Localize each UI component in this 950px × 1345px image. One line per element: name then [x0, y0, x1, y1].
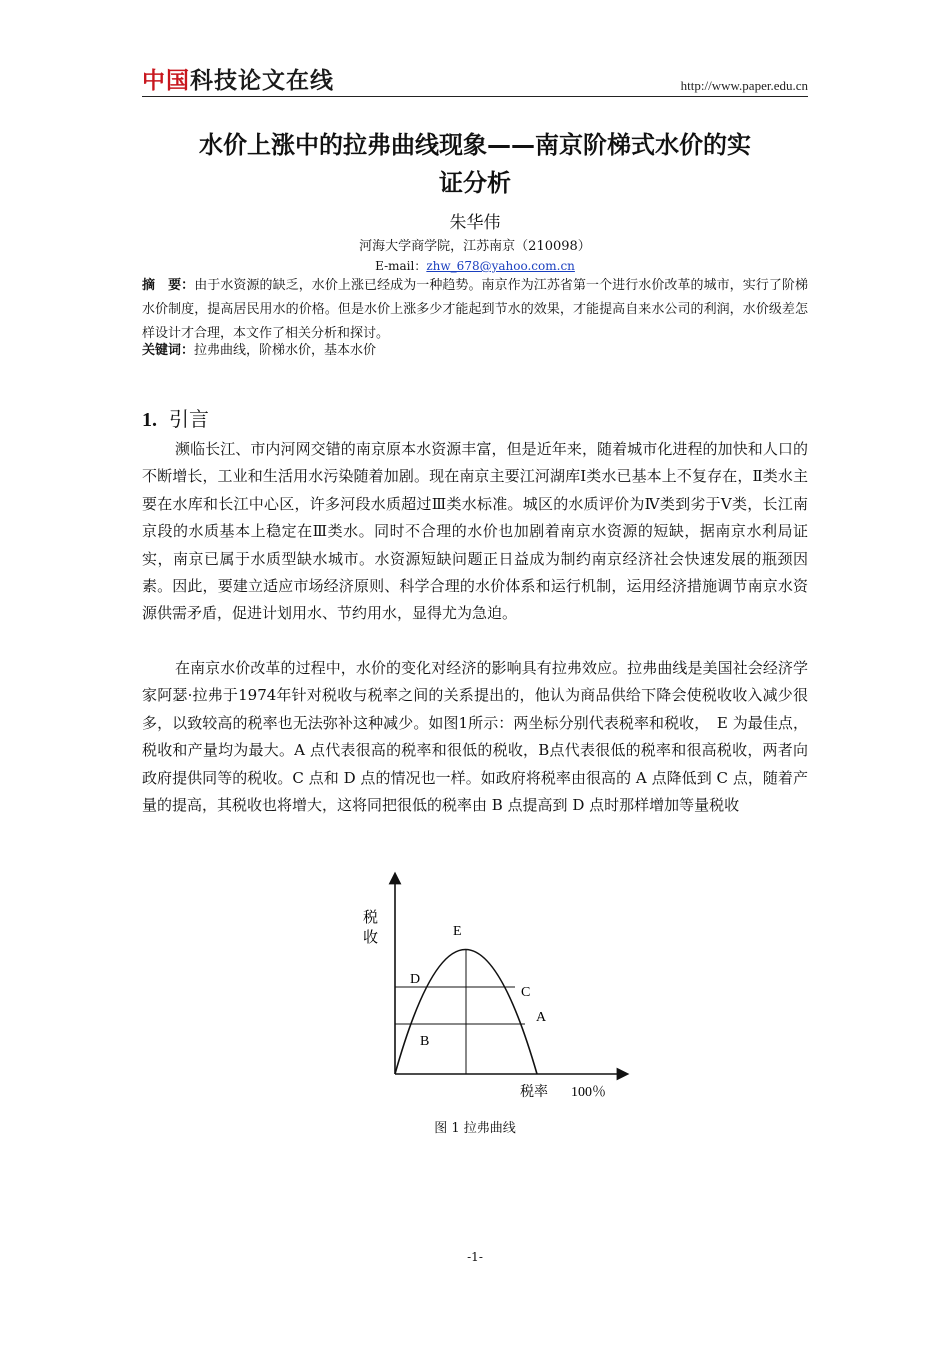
keywords-label: 关键词：: [142, 343, 195, 358]
laffer-curve-figure: [355, 866, 635, 1106]
email-link[interactable]: zhw_678@yahoo.com.cn: [426, 259, 575, 273]
abstract-label: 摘 要：: [142, 278, 195, 293]
point-label-E: E: [453, 924, 462, 939]
author-email: [142, 257, 808, 274]
y-axis-label-2: 收: [363, 928, 379, 946]
point-label-C: C: [521, 985, 531, 1000]
keywords-text: 拉弗曲线，阶梯水价，基本水价: [194, 343, 377, 358]
keywords: [142, 341, 808, 361]
author-affiliation: 河海大学商学院，江苏南京（210098）: [359, 239, 591, 254]
paper-title: [142, 126, 808, 202]
author-name: 朱华伟: [449, 213, 501, 233]
email-label: E-mail：: [375, 259, 427, 273]
logo-text-dark: 科技论文在线: [190, 68, 334, 94]
logo-text-red: 中国: [142, 68, 190, 94]
body-paragraph-2: 在南京水价改革的过程中，水价的变化对经济的影响具有拉弗效应。拉弗曲线是美国社会经济学家阿瑟·拉弗于1974年针对税收与税率之间的关系提出的，他认为商品供给下降会使税收收入减少很多，以致较高的税率也无法弥补这种减少。如图1所示：两坐标分别代表税率和税收， E 为最佳点，税收和产量均为最大。A 点代表很高的税率和很低的税收，B点代表很低的税率和很高税收，两者向政府提供同等的税收。C 点和 D 点的情况也一样。如政府将税率由很高的 A 点降低到 C 点，随着产量的提高，其税收也将增大，这将同把很低的税率由 B 点提高到 D 点时那样增加等量税收: [142, 659, 808, 815]
section-title: 引言: [169, 407, 209, 431]
abstract-text: 由于水资源的缺乏，水价上涨已经成为一种趋势。南京作为江苏省第一个进行水价改革的城市，实行了阶梯水价制度，提高居民用水的价格。但是水价上涨多少才能起到节水的效果，才能提高自来水公司的利润，水价级差怎样设计才合理，本文作了相关分析和探讨。: [142, 278, 808, 341]
point-label-B: B: [420, 1034, 430, 1049]
site-url[interactable]: http://www.paper.edu.cn: [680, 78, 808, 93]
abstract: [142, 274, 808, 346]
paper-title-line-1: 水价上涨中的拉弗曲线现象——南京阶梯式水价的实: [199, 131, 751, 159]
journal-logo: [142, 62, 334, 95]
point-label-D: D: [410, 972, 421, 987]
page-number: -1-: [467, 1250, 483, 1264]
y-axis-label-1: 税: [363, 908, 379, 926]
x-axis-label: 税率: [520, 1084, 548, 1100]
body-paragraph-1: 濒临长江、市内河网交错的南京原本水资源丰富，但是近年来，随着城市化进程的加快和人口的不断增长，工业和生活用水污染随着加剧。现在南京主要江河湖库Ⅰ类水已基本上不复存在，Ⅱ类水主要在水库和长江中心区，许多河段水质超过Ⅲ类水标准。城区的水质评价为Ⅳ类到劣于Ⅴ类，长江南京段的水质基本上稳定在Ⅲ类水。同时不合理的水价也加剧着南京水资源的短缺，据南京水利局证实，南京已属于水质型缺水城市。水资源短缺问题正日益成为制约南京经济社会快速发展的瓶颈因素。因此，要建立适应市场经济原则、科学合理的水价体系和运行机制，运用经济措施调节南京水资源供需矛盾，促进计划用水、节约用水，显得尤为急迫。: [142, 440, 808, 623]
section-number: 1.: [142, 409, 157, 431]
section-heading: [142, 403, 209, 432]
header-divider: [142, 96, 808, 97]
paper-title-line-2: 证分析: [439, 169, 511, 197]
point-label-A: A: [536, 1010, 547, 1025]
figure-caption: 图 1 拉弗曲线: [434, 1121, 516, 1136]
x-axis-end-label: 100％: [571, 1085, 606, 1100]
